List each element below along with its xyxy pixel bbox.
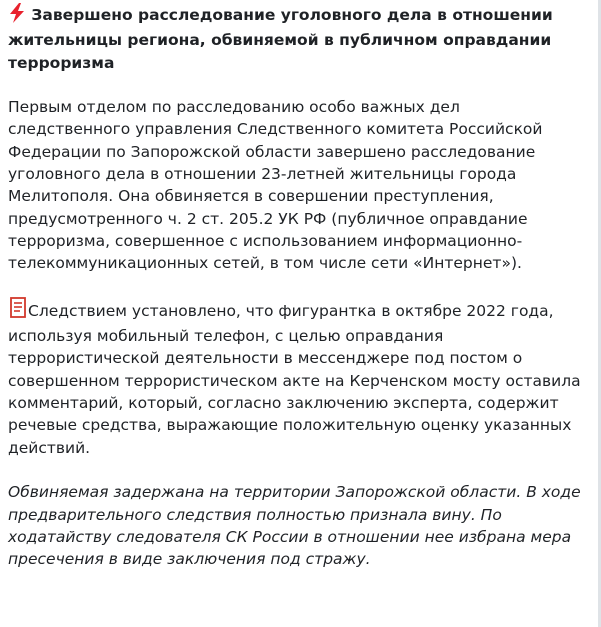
paragraph-detention: Обвиняемая задержана на территории Запорожской области. В ходе предварительного следствия полностью признала вину. По ходатайству следователя СК России в отношении нее избрана мера пресечения в виде заключения под стражу.	[8, 483, 581, 569]
document-icon	[8, 297, 28, 325]
post-headline	[8, 3, 587, 74]
lightning-icon	[8, 3, 26, 29]
headline-text: Завершено расследование уголовного дела в отношении жительницы региона, обвиняемой в публичном оправдании терроризма	[8, 6, 553, 72]
findings-text: Следствием установлено, что фигурантка в октябре 2022 года, используя мобильный телефон, с целью оправдания террористической деятельности в мессенджере под постом о совершенном террористическом акте на Керченском мосту оставила комментарий, который, согласно заключению эксперта, содержит речевые средства, выражающие положительную оценку указанных действий.	[8, 301, 581, 457]
paragraph-investigation: Первым отделом по расследованию особо важных дел следственного управления Следственного комитета Российской Федерации по Запорожской области завершено расследование уголовного дела в отношении 23-летней жительницы города Мелитополя. Она обвиняется в совершении преступления, предусмотренного ч. 2 ст. 205.2 УК РФ (публичное оправдание терроризма, совершенное с использованием информационно-телекоммуникационных сетей, в том числе сети «Интернет»).	[8, 98, 543, 273]
paragraph-findings	[8, 297, 587, 459]
